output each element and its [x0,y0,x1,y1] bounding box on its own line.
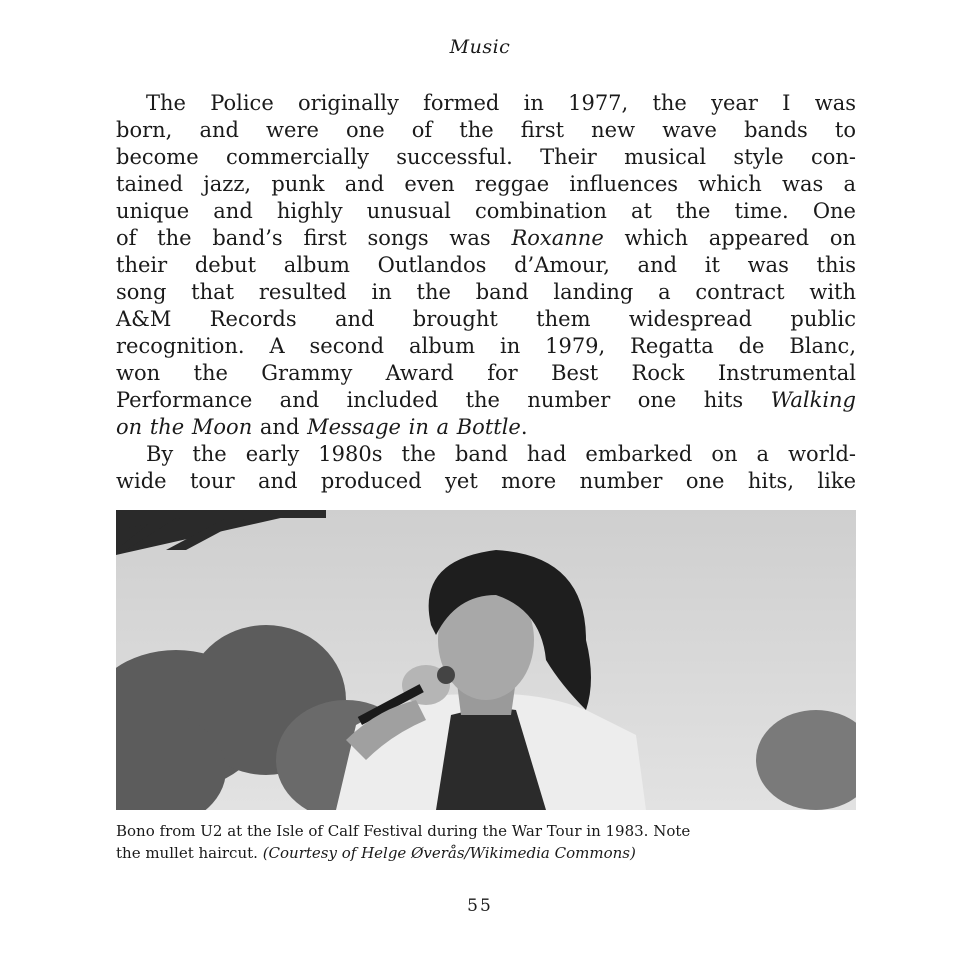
text-run: tained jazz, punk and even reggae influences which was a [116,172,856,196]
text-run: unique and highly unusual combination at the time. One [116,199,856,223]
italic-title: Message in a Bottle [307,415,521,439]
caption-text-2: the mullet haircut. [116,844,263,862]
concert-photo [116,510,856,810]
text-line [116,333,856,360]
text-run: which appeared on [603,226,856,250]
italic-title: on the Moon [116,415,253,439]
italic-title: Roxanne [511,226,604,250]
text-run: By the early 1980s the band had embarked on a world- [146,442,856,466]
caption-credit: (Courtesy of Helge Øverås/Wikimedia Commons) [262,844,636,862]
paragraph-2 [116,441,856,495]
text-run: become commercially successful. Their musical style con- [116,145,856,169]
text-run: their debut album Outlandos d’Amour, and it was this [116,253,856,277]
text-line [116,306,856,333]
text-run: won the Grammy Award for Best Rock Instrumental [116,361,856,385]
paragraph-1 [116,90,856,441]
text-run: Performance and included the number one hits [116,388,771,412]
text-line [116,198,856,225]
text-run: wide tour and produced yet more number one hits, like [116,469,856,493]
running-head: Music [449,36,511,58]
text-line [116,414,856,441]
text-line [116,252,856,279]
text-line [116,171,856,198]
text-run: born, and were one of the first new wave bands to [116,118,856,142]
text-line [116,441,856,468]
text-run: The Police originally formed in 1977, the year I was [146,91,856,115]
text-run: of the band’s first songs was [116,226,512,250]
italic-title: Walking [770,388,856,412]
text-run: and [252,415,308,439]
text-line [116,225,856,252]
caption-line-1: Bono from U2 at the Isle of Calf Festival during the War Tour in 1983. Note [116,822,691,840]
text-run: . [520,415,528,439]
text-line [116,387,856,414]
figure-caption [116,820,856,864]
text-run: A&M Records and brought them widespread public [116,307,856,331]
body-text [116,90,856,495]
text-line [116,144,856,171]
text-line [116,468,856,495]
text-run: song that resulted in the band landing a contract with [116,280,856,304]
text-run: recognition. A second album in 1979, Regatta de Blanc, [116,334,856,358]
text-line [116,279,856,306]
caption-line-2 [116,842,856,864]
text-line [116,360,856,387]
page-number: 55 [467,896,493,916]
text-line [116,90,856,117]
text-line [116,117,856,144]
